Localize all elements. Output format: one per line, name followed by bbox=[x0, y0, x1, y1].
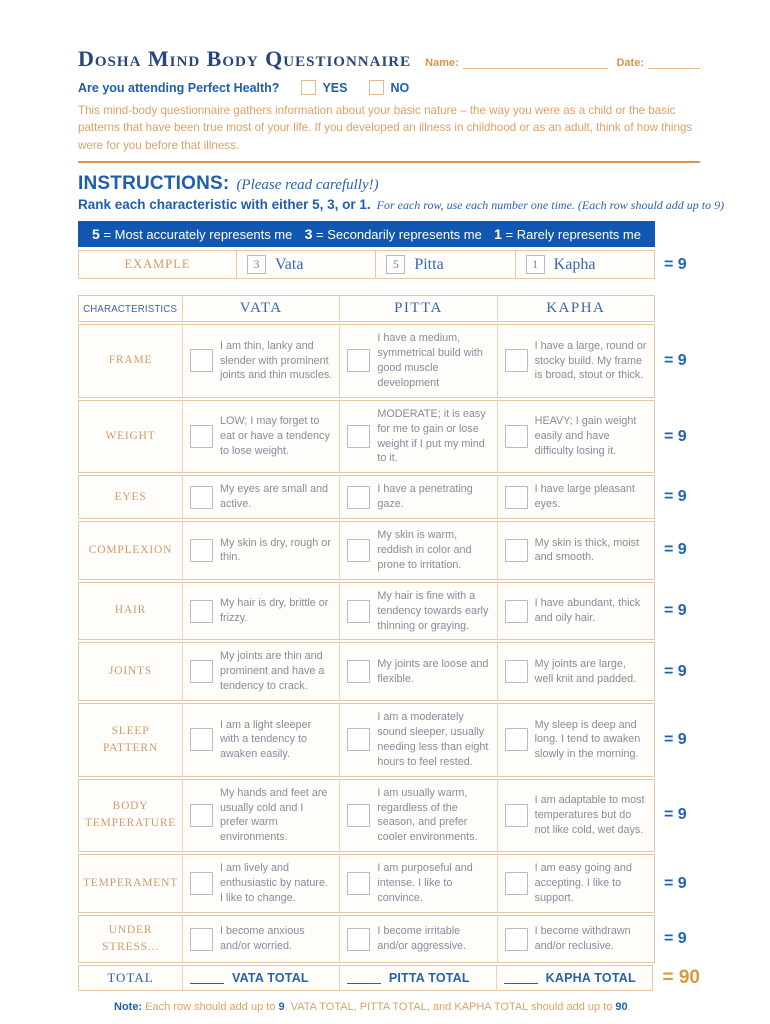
example-kapha-name: Kapha bbox=[553, 255, 596, 273]
row-sum: = 9 bbox=[664, 541, 687, 559]
vata-total-label: VATA TOTAL bbox=[232, 971, 309, 986]
row-label: EYES bbox=[114, 490, 147, 503]
row-label: WEIGHT bbox=[105, 429, 156, 442]
pitta-description: I am a moderately sound sleeper, usually needing less than eight hours to feel rested. bbox=[377, 711, 489, 768]
kapha-score-checkbox[interactable] bbox=[505, 600, 528, 623]
vata-description: I am lively and enthusiastic by nature. I like to change. bbox=[220, 862, 329, 904]
example-row bbox=[78, 250, 700, 279]
row-sum: = 9 bbox=[664, 874, 687, 892]
vata-score-checkbox[interactable] bbox=[190, 600, 213, 623]
pitta-description: MODERATE; it is easy for me to gain or lose weight if I put my mind to it. bbox=[377, 407, 486, 465]
name-input-line[interactable] bbox=[463, 57, 609, 69]
kapha-score-checkbox[interactable] bbox=[505, 728, 528, 751]
grand-total-sum: = 90 bbox=[662, 967, 700, 989]
date-label: Date: bbox=[616, 57, 644, 69]
vata-score-checkbox[interactable] bbox=[190, 425, 213, 448]
kapha-header: KAPHA bbox=[546, 300, 606, 317]
table-row-frame bbox=[78, 324, 700, 398]
pitta-score-checkbox[interactable] bbox=[347, 872, 370, 895]
vata-description: My hands and feet are usually cold and I prefer warm environments. bbox=[220, 786, 328, 844]
row-sum: = 9 bbox=[664, 806, 687, 824]
row-sum: = 9 bbox=[664, 488, 687, 506]
pitta-description: I have a penetrating gaze. bbox=[377, 483, 473, 511]
kapha-description: I have large pleasant eyes. bbox=[534, 483, 635, 511]
row-sum: = 9 bbox=[664, 662, 687, 680]
legend-item-3 bbox=[305, 226, 482, 242]
table-row-joints bbox=[78, 642, 700, 701]
vata-description: My joints are thin and prominent and have a tendency to crack. bbox=[220, 650, 325, 693]
table-row-complexion bbox=[78, 521, 700, 580]
pitta-description: My skin is warm, reddish in color and prone to irritation. bbox=[377, 529, 472, 571]
yes-label: YES bbox=[322, 80, 348, 95]
table-row-body-temperature bbox=[78, 779, 700, 853]
row-sum: = 9 bbox=[664, 730, 687, 748]
legend-num-3: 3 bbox=[304, 226, 313, 243]
instructions-note: (Please read carefully!) bbox=[236, 177, 379, 194]
vata-description: My skin is dry, rough or thin. bbox=[220, 536, 331, 564]
kapha-score-checkbox[interactable] bbox=[505, 486, 528, 509]
vata-score-checkbox[interactable] bbox=[190, 539, 213, 562]
score-legend-bar bbox=[78, 221, 655, 247]
note-text-2: . VATA TOTAL, PITTA TOTAL, and KAPHA TOTAL should add up to bbox=[284, 1001, 616, 1014]
rank-instruction: Rank each characteristic with either 5, 3, or 1. bbox=[78, 197, 371, 213]
page-title: Dosha Mind Body Questionnaire bbox=[78, 46, 412, 71]
vata-score-checkbox[interactable] bbox=[190, 928, 213, 951]
row-label: COMPLEXION bbox=[88, 543, 173, 556]
note-num-90: 90 bbox=[615, 1001, 628, 1014]
legend-num-5: 5 bbox=[92, 226, 100, 243]
kapha-score-checkbox[interactable] bbox=[505, 928, 528, 951]
attending-question-row bbox=[78, 80, 700, 95]
no-label: NO bbox=[390, 80, 410, 95]
pitta-score-checkbox[interactable] bbox=[347, 804, 370, 827]
example-pitta-checkbox: 5 bbox=[386, 255, 405, 274]
note-text-1: Each row should add up to bbox=[142, 1001, 279, 1014]
kapha-score-checkbox[interactable] bbox=[505, 660, 528, 683]
vata-score-checkbox[interactable] bbox=[190, 728, 213, 751]
table-row-under-stress bbox=[78, 915, 700, 964]
legend-text-1: = Rarely represents me bbox=[505, 227, 641, 243]
yes-checkbox[interactable] bbox=[301, 80, 316, 95]
note-num-9: 9 bbox=[278, 1001, 285, 1014]
pitta-description: I am usually warm, regardless of the season, and prefer cooler environments. bbox=[377, 786, 478, 844]
kapha-description: My joints are large, well knit and padded. bbox=[534, 657, 637, 685]
vata-score-checkbox[interactable] bbox=[190, 660, 213, 683]
header bbox=[78, 46, 700, 72]
questionnaire-table bbox=[78, 295, 700, 991]
legend-item-1 bbox=[494, 226, 641, 242]
vata-description: I am a light sleeper with a tendency to awaken easily. bbox=[220, 718, 312, 761]
row-label: BODY TEMPERATURE bbox=[84, 800, 177, 830]
vata-score-checkbox[interactable] bbox=[190, 349, 213, 372]
kapha-total-label: KAPHA TOTAL bbox=[545, 971, 636, 986]
pitta-total-input[interactable] bbox=[347, 973, 381, 984]
legend-text-5: = Most accurately represents me bbox=[103, 227, 293, 243]
row-label: TEMPERAMENT bbox=[82, 876, 179, 889]
pitta-total-label: PITTA TOTAL bbox=[388, 971, 470, 986]
pitta-score-checkbox[interactable] bbox=[347, 425, 370, 448]
pitta-score-checkbox[interactable] bbox=[347, 660, 370, 683]
example-vata-checkbox: 3 bbox=[247, 255, 266, 274]
row-label: HAIR bbox=[114, 604, 147, 617]
row-label: FRAME bbox=[108, 354, 153, 367]
legend-text-3: = Secondarily represents me bbox=[316, 227, 482, 243]
example-row-sum: = 9 bbox=[664, 255, 687, 273]
pitta-score-checkbox[interactable] bbox=[347, 539, 370, 562]
kapha-score-checkbox[interactable] bbox=[505, 804, 528, 827]
kapha-score-checkbox[interactable] bbox=[505, 872, 528, 895]
kapha-description: My skin is thick, moist and smooth. bbox=[534, 536, 640, 564]
attending-question: Are you attending Perfect Health? bbox=[78, 80, 280, 95]
vata-description: LOW; I may forget to eat or have a tendency to lose weight. bbox=[220, 415, 330, 457]
table-total-row bbox=[78, 965, 700, 991]
intro-paragraph: This mind-body questionnaire gathers information about your basic nature – the way you were as a child or the basic patterns that have been true most of your life. If you developed an illness in childhood or as an adult, think of how things were for you before that illness. bbox=[78, 104, 693, 152]
example-label: EXAMPLE bbox=[124, 257, 191, 272]
kapha-description: I become withdrawn and/or reclusive. bbox=[534, 925, 631, 953]
pitta-score-checkbox[interactable] bbox=[347, 349, 370, 372]
vata-score-checkbox[interactable] bbox=[190, 872, 213, 895]
row-label: UNDER STRESS... bbox=[102, 923, 159, 954]
table-header-row bbox=[78, 295, 700, 322]
pitta-description: My joints are loose and flexible. bbox=[377, 657, 489, 685]
name-label: Name: bbox=[425, 57, 459, 69]
kapha-description: I have a large, round or stocky build. My frame is broad, stout or thick. bbox=[534, 339, 647, 382]
pitta-description: I am purposeful and intense. I like to convince. bbox=[377, 862, 473, 904]
row-sum: = 9 bbox=[664, 427, 687, 445]
kapha-score-checkbox[interactable] bbox=[505, 539, 528, 562]
row-label: JOINTS bbox=[108, 665, 153, 678]
instructions-section bbox=[78, 173, 725, 213]
table-row-sleep-pattern bbox=[78, 703, 700, 777]
pitta-description: My hair is fine with a tendency towards early thinning or graying. bbox=[377, 589, 489, 632]
rank-instruction-detail: For each row, use each number one time. (Each row should add up to 9) bbox=[376, 198, 725, 213]
row-sum: = 9 bbox=[664, 351, 687, 369]
kapha-description: I have abundant, thick and oily hair. bbox=[534, 597, 641, 625]
pitta-score-checkbox[interactable] bbox=[347, 600, 370, 623]
table-row-eyes bbox=[78, 475, 700, 519]
section-divider bbox=[78, 161, 700, 163]
pitta-score-checkbox[interactable] bbox=[347, 728, 370, 751]
vata-header: VATA bbox=[239, 300, 283, 317]
footer-note bbox=[114, 1001, 700, 1013]
instructions-heading: INSTRUCTIONS: bbox=[78, 173, 230, 195]
vata-description: My hair is dry, brittle or frizzy. bbox=[220, 597, 329, 625]
table-row-hair bbox=[78, 582, 700, 641]
table-row-weight bbox=[78, 400, 700, 474]
name-date-fields bbox=[425, 57, 700, 72]
example-pitta-name: Pitta bbox=[414, 255, 444, 273]
table-row-temperament bbox=[78, 854, 700, 913]
row-label: SLEEP PATTERN bbox=[102, 724, 159, 754]
characteristics-header: CHARACTERISTICS bbox=[83, 302, 178, 315]
vata-score-checkbox[interactable] bbox=[190, 486, 213, 509]
legend-num-1: 1 bbox=[494, 226, 502, 243]
kapha-description: I am adaptable to most temperatures but do not like cold, wet days. bbox=[534, 794, 645, 836]
pitta-score-checkbox[interactable] bbox=[347, 928, 370, 951]
kapha-score-checkbox[interactable] bbox=[505, 425, 528, 448]
note-label: Note: bbox=[114, 1001, 143, 1014]
total-label: TOTAL bbox=[107, 970, 154, 986]
example-vata-name: Vata bbox=[275, 255, 304, 273]
pitta-description: I have a medium, symmetrical build with good muscle development bbox=[377, 332, 483, 389]
row-sum: = 9 bbox=[664, 602, 687, 620]
kapha-description: I am easy going and accepting. I like to support. bbox=[534, 862, 632, 904]
pitta-header: PITTA bbox=[394, 300, 443, 317]
kapha-description: My sleep is deep and long. I tend to awaken slowly in the morning. bbox=[534, 718, 641, 761]
row-sum: = 9 bbox=[664, 930, 687, 948]
legend-item-5 bbox=[92, 226, 292, 242]
example-kapha-checkbox: 1 bbox=[526, 255, 545, 274]
vata-total-input[interactable] bbox=[190, 973, 224, 984]
vata-description: My eyes are small and active. bbox=[220, 483, 329, 511]
kapha-score-checkbox[interactable] bbox=[505, 349, 528, 372]
pitta-score-checkbox[interactable] bbox=[347, 486, 370, 509]
pitta-description: I become irritable and/or aggressive. bbox=[377, 925, 467, 953]
vata-description: I am thin, lanky and slender with prominent joints and thin muscles. bbox=[220, 339, 333, 382]
vata-score-checkbox[interactable] bbox=[190, 804, 213, 827]
no-checkbox[interactable] bbox=[369, 80, 384, 95]
kapha-description: HEAVY; I gain weight easily and have difficulty losing it. bbox=[534, 415, 637, 457]
kapha-total-input[interactable] bbox=[504, 973, 538, 984]
vata-description: I become anxious and/or worried. bbox=[220, 925, 305, 953]
note-period: . bbox=[627, 1001, 631, 1014]
date-input-line[interactable] bbox=[648, 57, 700, 69]
